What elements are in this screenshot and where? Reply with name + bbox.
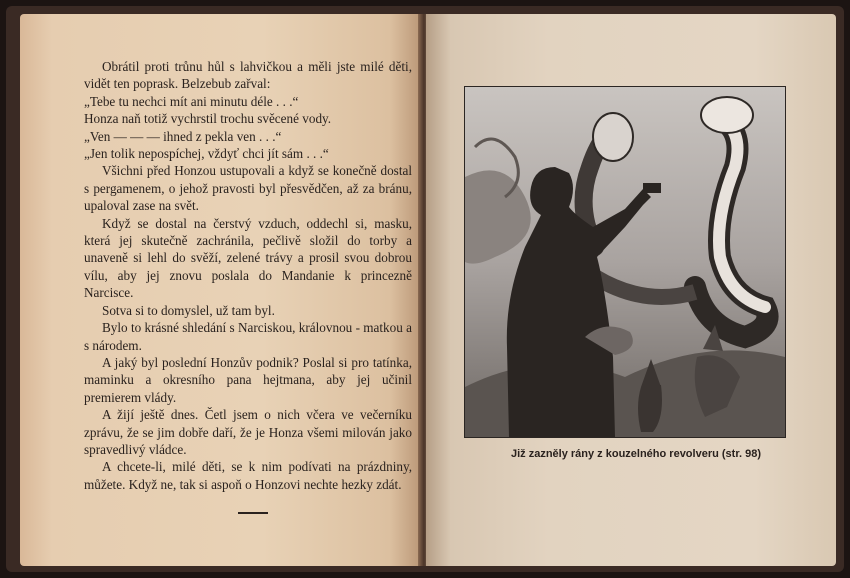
illustration-drawing	[465, 87, 785, 437]
open-book	[6, 6, 844, 572]
paragraph: „Jen tolik nepospíchej, vždyť chci jít sám . . .“	[84, 146, 329, 162]
paragraph: Když se dostal na čerstvý vzduch, oddechl si, masku, která jej skutečně zachránila, pečlivě složil do torby a unaveně si lehl do svěží, zelené trávy a prosil svou dobrou vílu, aby jej znovu poslala do Mandanie k princezně Narcisce.	[84, 215, 412, 301]
illustration	[464, 86, 786, 438]
paragraph: A jaký byl poslední Honzův podnik? Poslal si pro tatínka, maminku a okresního pana hejtmana, aby jej učinil premierem vlády.	[84, 354, 412, 405]
paragraph: Honza naň totiž vychrstil trochu svěcené vody.	[84, 111, 332, 127]
paragraph: A chcete-li, milé děti, se k nim podívati na prázdniny, můžete. Když ne, tak si aspoň o Honzovi nechte hezky zdát.	[84, 459, 412, 492]
end-rule	[238, 512, 268, 514]
illustration-caption: Již zazněly rány z kouzelného revolveru (str. 98)	[510, 448, 762, 460]
paragraph: Obrátil proti trůnu hůl s lahvičkou a měli jste milé děti, vidět ten poprask. Belzebub zařval:	[84, 59, 412, 92]
paragraph: Sotva si to domyslel, už tam byl.	[102, 302, 275, 318]
revolver	[643, 183, 661, 193]
story-text	[84, 58, 412, 493]
left-page	[20, 14, 422, 566]
serpent-right-head	[701, 97, 753, 133]
paragraph: Bylo to krásné shledání s Narciskou, královnou - matkou a s národem.	[84, 320, 412, 353]
paragraph: „Tebe tu nechci mít ani minutu déle . . .“	[84, 93, 299, 109]
right-page	[426, 14, 836, 566]
paragraph: Všichni před Honzou ustupovali a když se konečně dostal s pergamenem, o jehož pravosti byl přesvědčen, až za bránu, upaloval zase na svět.	[84, 163, 412, 214]
paragraph: A žijí ještě dnes. Četl jsem o nich včera ve večerníku zprávu, že se jim dobře daří, že je Honza všemi milován jako spravedlivý vládce.	[84, 407, 412, 457]
paragraph: „Ven — — — ihned z pekla ven . . .“	[84, 128, 282, 144]
serpent-left-head	[593, 113, 633, 161]
